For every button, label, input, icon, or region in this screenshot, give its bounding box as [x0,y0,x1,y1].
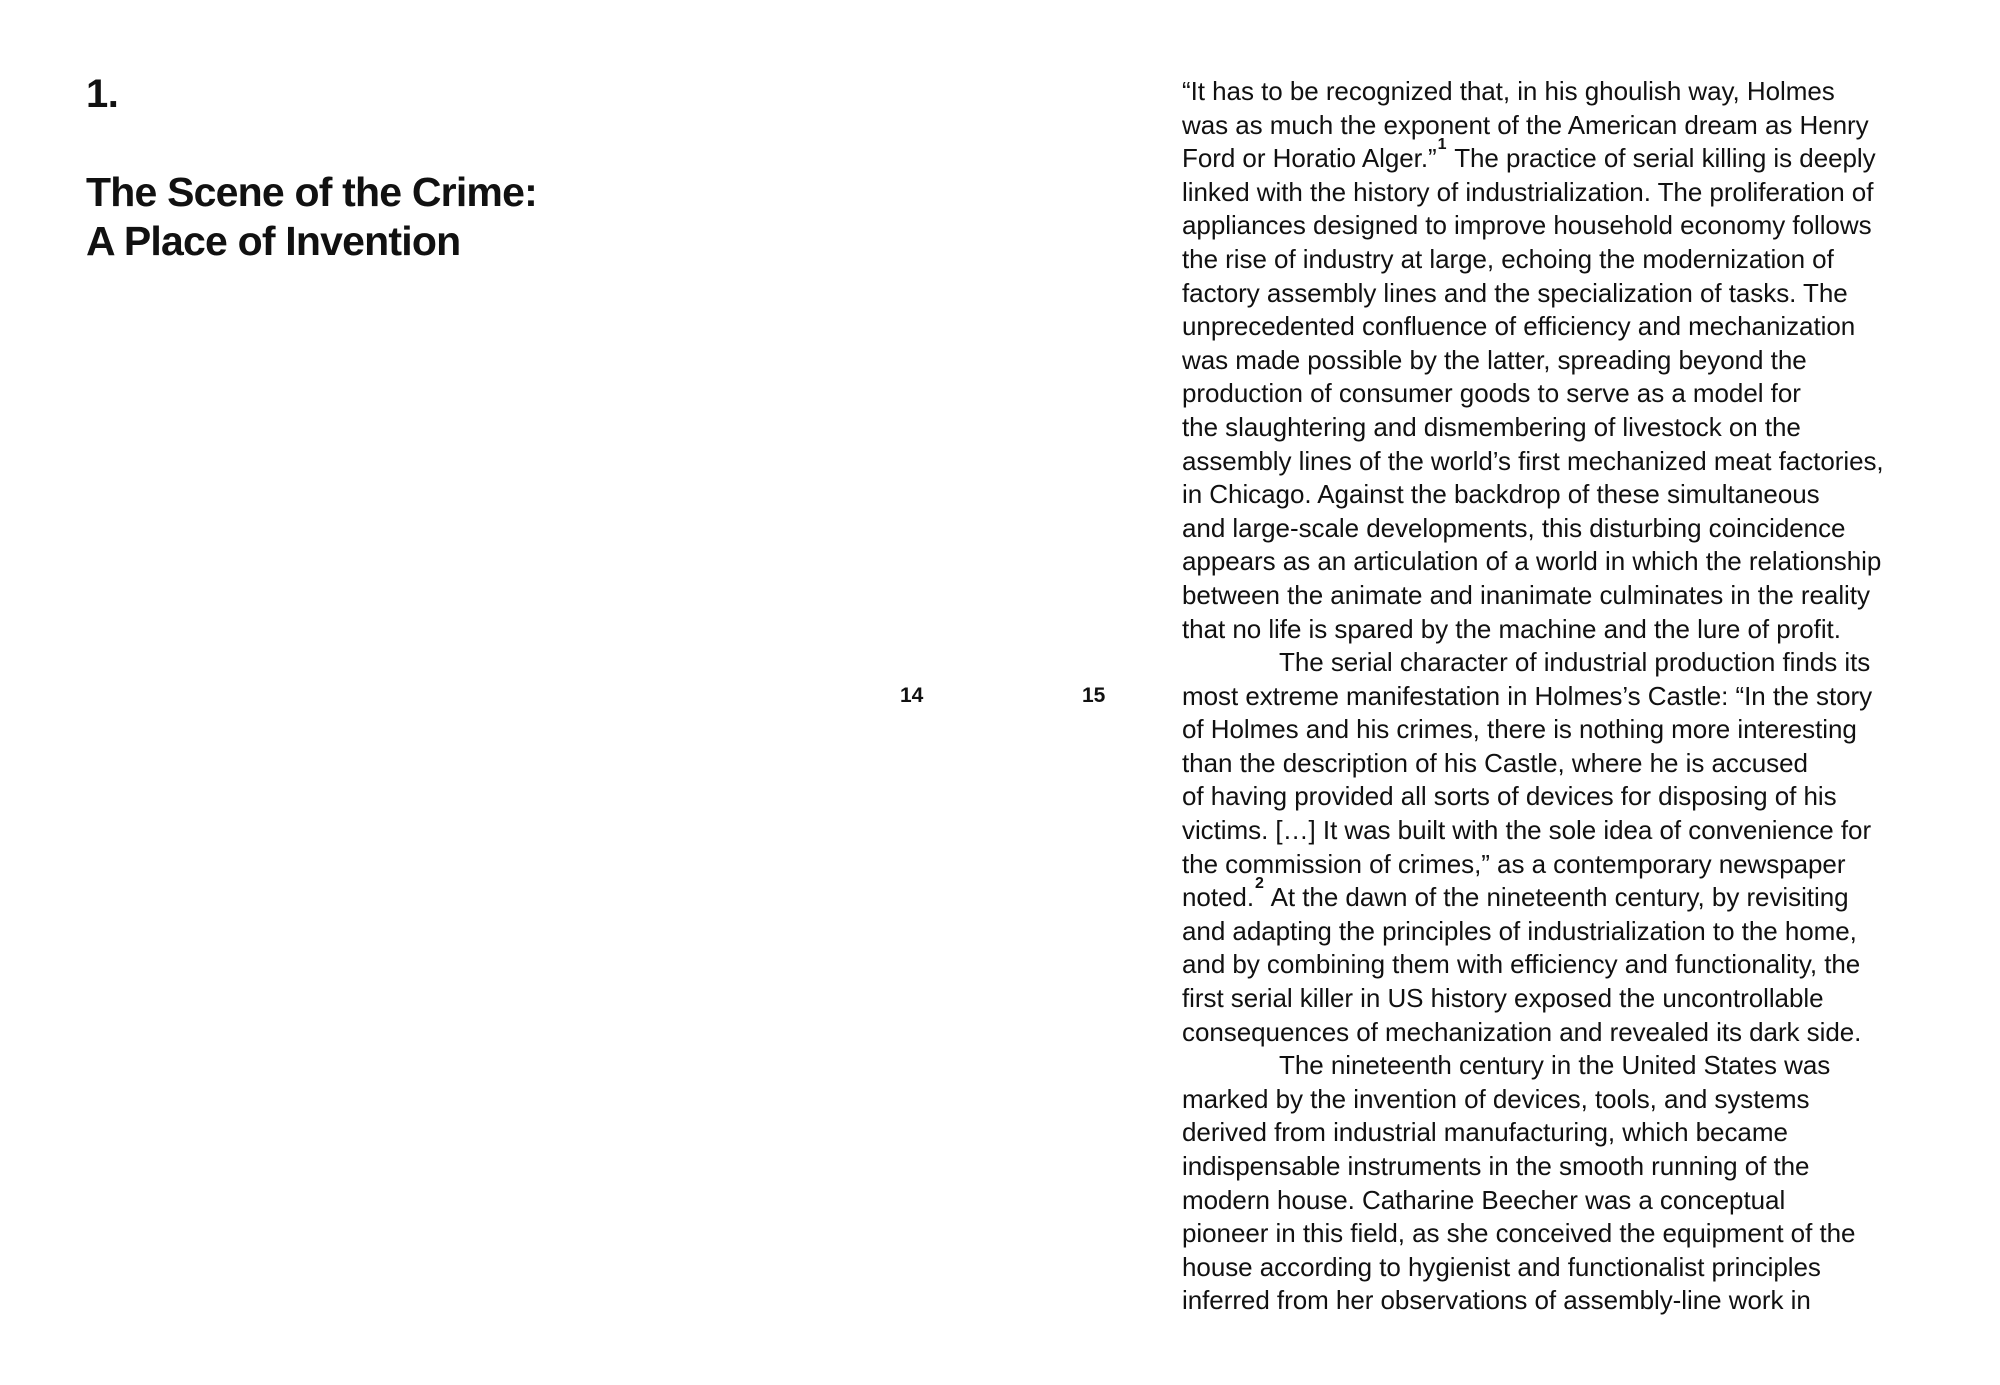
footnote-ref-1: 1 [1437,135,1447,153]
body-line-13: in Chicago. Against the backdrop of these simultaneous [1182,479,1820,510]
body-line-01: “It has to be recognized that, in his ghoulish way, Holmes [1182,76,1835,106]
body-line-26: and adapting the principles of industrialization to the home, [1182,915,1857,946]
left-page-number: 14 [900,684,924,707]
body-line-09: was made possible by the latter, spreading beyond the [1182,344,1807,375]
body-line-11: the slaughtering and dismembering of livestock on the [1182,411,1801,442]
body-line-19: most extreme manifestation in Holmes’s Castle: “In the story [1182,680,1873,711]
body-line-33: indispensable instruments in the smooth running of the [1182,1151,1810,1181]
body-line-16: between the animate and inanimate culminates in the reality [1182,579,1870,610]
body-line-08: unprecedented confluence of efficiency and mechanization [1182,311,1856,342]
body-line-31: marked by the invention of devices, tools, and systems [1182,1083,1810,1114]
body-line-25-before-note: noted. [1182,882,1254,913]
body-line-07: factory assembly lines and the specialization of tasks. The [1182,277,1848,308]
right-page [1000,0,2000,1385]
body-line-30: The nineteenth century in the United States was [1279,1050,1831,1081]
body-line-12: assembly lines of the world’s first mechanized meat factories, [1182,445,1884,476]
body-line-21: than the description of his Castle, where he is accused [1182,747,1808,778]
body-line-25-after-note: At the dawn of the nineteenth century, by revisiting [1264,882,1849,913]
body-line-34: modern house. Catharine Beecher was a conceptual [1182,1184,1786,1215]
chapter-title [86,168,646,266]
body-line-32: derived from industrial manufacturing, which became [1182,1117,1788,1148]
body-line-17: that no life is spared by the machine and the lure of profit. [1182,613,1841,644]
body-line-03-before-note: Ford or Horatio Alger.” [1182,143,1437,174]
body-line-20: of Holmes and his crimes, there is nothing more interesting [1182,714,1857,745]
body-line-24: the commission of crimes,” as a contemporary newspaper [1182,848,1846,879]
body-line-36: house according to hygienist and functionalist principles [1182,1251,1821,1282]
body-text [1182,75,1942,1318]
footnote-ref-2: 2 [1255,874,1264,892]
body-line-03-after-note: The practice of serial killing is deeply [1447,143,1876,174]
body-line-14: and large-scale developments, this disturbing coincidence [1182,512,1846,543]
body-line-04: linked with the history of industrialization. The proliferation of [1182,176,1874,207]
right-page-number: 15 [1082,684,1106,707]
body-line-35: pioneer in this field, as she conceived the equipment of the [1182,1218,1856,1249]
body-line-15: appears as an articulation of a world in which the relationship [1182,546,1882,577]
body-line-18: The serial character of industrial production finds its [1279,647,1871,678]
body-line-27: and by combining them with efficiency and functionality, the [1182,949,1861,980]
body-line-03 [1182,135,1942,176]
body-line-29: consequences of mechanization and revealed its dark side. [1182,1016,1862,1047]
body-line-10: production of consumer goods to serve as a model for [1182,378,1801,409]
body-line-05: appliances designed to improve household economy follows [1182,210,1872,241]
chapter-number: 1. [86,72,119,116]
body-line-06: the rise of industry at large, echoing the modernization of [1182,243,1834,274]
chapter-title-line-2: A Place of Invention [86,218,461,264]
body-line-37: inferred from her observations of assembly-line work in [1182,1285,1811,1316]
chapter-title-line-1: The Scene of the Crime: [86,169,537,215]
body-line-25 [1182,874,1942,915]
body-line-22: of having provided all sorts of devices for disposing of his [1182,781,1837,812]
body-line-02: was as much the exponent of the American dream as Henry [1182,109,1869,140]
body-line-28: first serial killer in US history exposed the uncontrollable [1182,983,1824,1014]
body-line-23: victims. […] It was built with the sole idea of convenience for [1182,815,1872,846]
